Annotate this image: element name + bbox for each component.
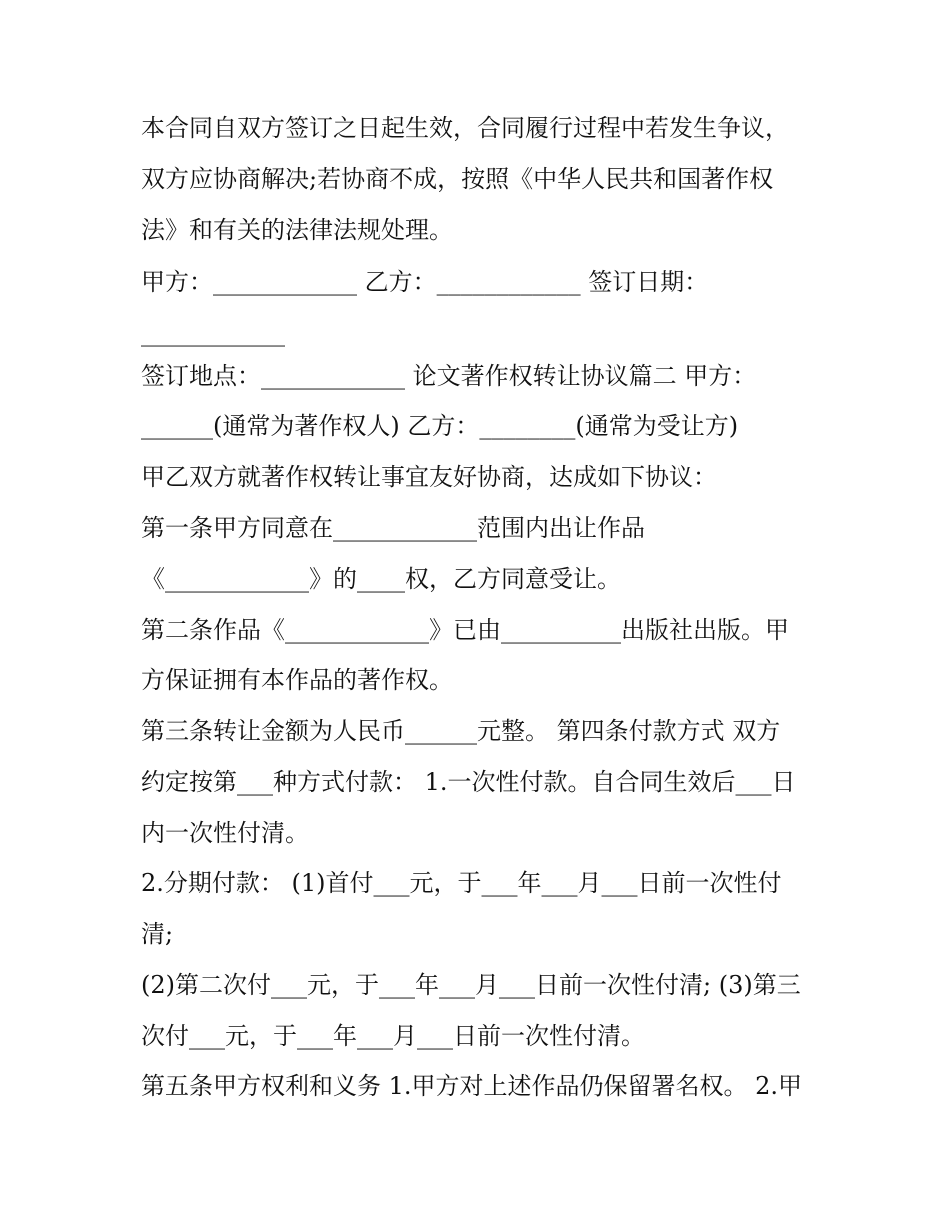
text-line-07: ______(通常为著作权人) 乙方：________(通常为受让方): [141, 412, 739, 440]
text-line-20: 第五条甲方权利和义务 1.甲方对上述作品仍保留署名权。 2.甲: [141, 1072, 803, 1100]
text-line-04: 甲方：____________ 乙方：____________ 签订日期：: [141, 268, 709, 296]
text-line-11: 第二条作品《____________》已由__________出版社出版。甲: [141, 616, 789, 644]
text-line-19: 次付___元，于___年___月___日前一次性付清。: [141, 1022, 645, 1050]
text-line-14: 约定按第___种方式付款： 1.一次性付款。自合同生效后___日: [141, 768, 796, 796]
text-line-10: 《____________》的____权，乙方同意受让。: [141, 565, 621, 593]
text-line-16: 2.分期付款： (1)首付___元，于___年___月___日前一次性付: [141, 869, 782, 897]
text-line-01: 本合同自双方签订之日起生效，合同履行过程中若发生争议，: [141, 114, 789, 142]
text-line-02: 双方应协商解决;若协商不成，按照《中华人民共和国著作权: [141, 165, 774, 193]
text-line-13: 第三条转让金额为人民币______元整。 第四条付款方式 双方: [141, 717, 781, 745]
text-line-08: 甲乙双方就著作权转让事宜友好协商，达成如下协议：: [141, 463, 717, 491]
text-line-03: 法》和有关的法律法规处理。: [141, 216, 453, 244]
text-line-05: ____________: [141, 319, 285, 347]
text-line-06: 签订地点：____________ 论文著作权转让协议篇二 甲方：: [141, 362, 757, 390]
text-line-09: 第一条甲方同意在____________范围内出让作品: [141, 514, 645, 542]
text-line-15: 内一次性付清。: [141, 819, 309, 847]
text-line-18: (2)第二次付___元，于___年___月___日前一次性付清; (3)第三: [141, 971, 801, 999]
text-line-17: 清;: [141, 920, 174, 948]
text-line-12: 方保证拥有本作品的著作权。: [141, 666, 453, 694]
